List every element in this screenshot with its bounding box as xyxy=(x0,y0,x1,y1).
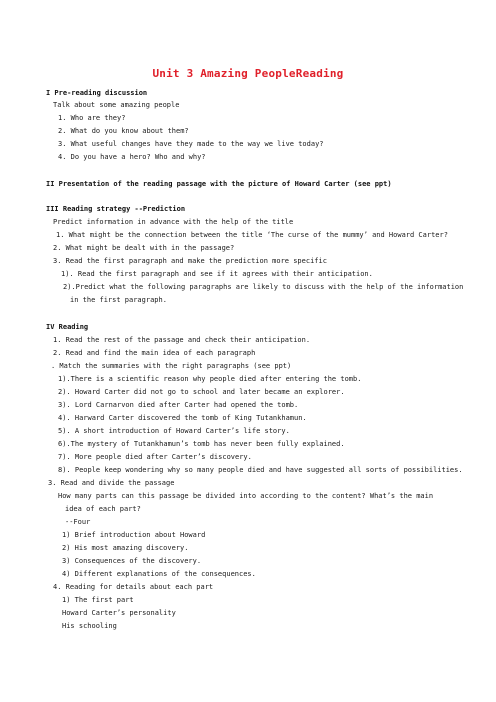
text-line: 3. Read and divide the passage xyxy=(48,479,175,487)
text-line: Talk about some amazing people xyxy=(53,101,180,109)
text-line: His schooling xyxy=(62,622,117,630)
text-line: 2. Read and find the main idea of each paragraph xyxy=(53,349,256,357)
text-line: 1).There is a scientific reason why people died after entering the tomb. xyxy=(58,375,362,383)
text-line: 2. What might be dealt with in the passage? xyxy=(53,244,235,252)
text-line: How many parts can this passage be divided into according to the content? What’s the main xyxy=(58,492,434,500)
text-line: in the first paragraph. xyxy=(70,296,167,304)
text-line: 1. What might be the connection between the title ‘The curse of the mummy’ and Howard Carter? xyxy=(56,231,448,239)
text-line: 1. Who are they? xyxy=(58,114,126,122)
text-line: 1) The first part xyxy=(62,596,134,604)
text-line: 6).The mystery of Tutankhamun’s tomb has never been fully explained. xyxy=(58,440,345,448)
text-line: 3). Lord Carnarvon died after Carter had opened the tomb. xyxy=(58,401,299,409)
text-line: 1. Read the rest of the passage and check their anticipation. xyxy=(53,336,311,344)
text-line: 2. What do you know about them? xyxy=(58,127,189,135)
text-line: 4. Reading for details about each part xyxy=(53,583,214,591)
text-line: idea of each part? xyxy=(65,505,141,513)
text-line: 2). Howard Carter did not go to school and later became an explorer. xyxy=(58,388,345,396)
text-line: 3) Consequences of the discovery. xyxy=(62,557,202,565)
text-line: 8). People keep wondering why so many people died and have suggested all sorts of possibilities. xyxy=(58,466,463,474)
section-heading: III Reading strategy --Prediction xyxy=(46,205,186,213)
text-line: 3. Read the first paragraph and make the prediction more specific xyxy=(53,257,327,265)
text-line: Predict information in advance with the help of the title xyxy=(53,218,294,226)
text-line: 7). More people died after Carter’s discovery. xyxy=(58,453,252,461)
section-heading: IV Reading xyxy=(46,323,89,331)
text-line: 3. What useful changes have they made to the way we live today? xyxy=(58,140,324,148)
text-line: 2) His most amazing discovery. xyxy=(62,544,189,552)
text-line: Howard Carter’s personality xyxy=(62,609,176,617)
section-heading: II Presentation of the reading passage with the picture of Howard Carter (see ppt) xyxy=(46,180,392,188)
text-line: 5). A short introduction of Howard Carter’s life story. xyxy=(58,427,290,435)
section-heading: I Pre-reading discussion xyxy=(46,89,148,97)
text-line: . Match the summaries with the right paragraphs (see ppt) xyxy=(51,362,292,370)
text-line: 1). Read the first paragraph and see if it agrees with their anticipation. xyxy=(61,270,373,278)
text-line: 1) Brief introduction about Howard xyxy=(62,531,206,539)
text-line: --Four xyxy=(65,518,91,526)
text-line: 4) Different explanations of the consequences. xyxy=(62,570,256,578)
text-line: 4). Harward Carter discovered the tomb of King Tutankhamun. xyxy=(58,414,307,422)
page-title: Unit 3 Amazing PeopleReading xyxy=(152,67,344,80)
text-line: 2).Predict what the following paragraphs are likely to discuss with the help of the information xyxy=(63,283,464,291)
text-line: 4. Do you have a hero? Who and why? xyxy=(58,153,206,161)
